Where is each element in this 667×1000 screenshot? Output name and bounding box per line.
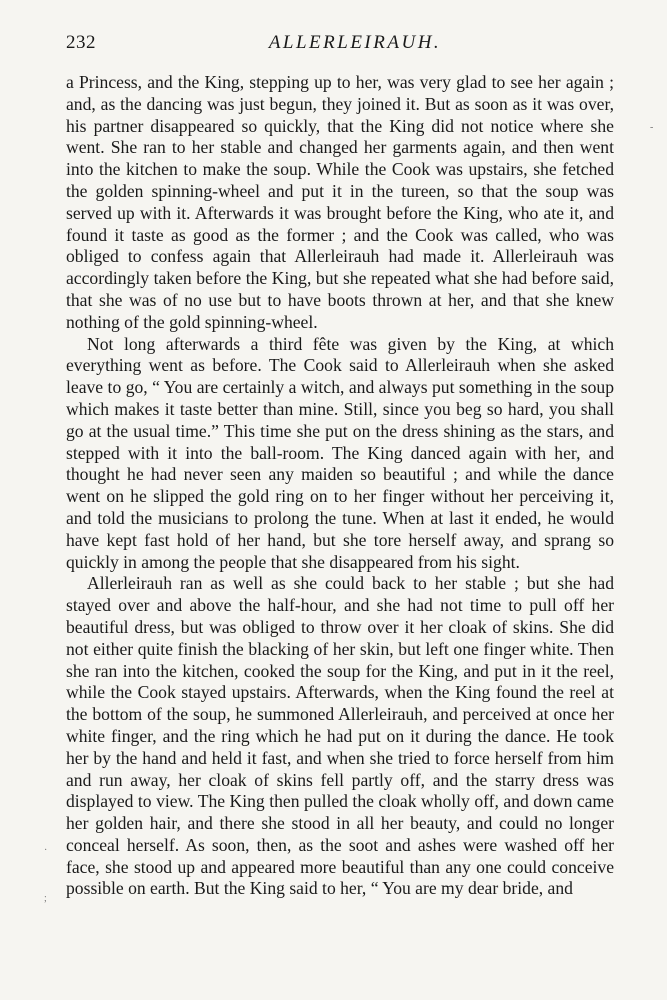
margin-speck: ‐	[650, 122, 654, 133]
margin-speck: ;	[44, 893, 47, 904]
page-header	[66, 32, 614, 58]
paragraph-2: Not long afterwards a third fête was given by the King, at which everything went as before. The Cook said to Allerleirauh when she asked leave to go, “ You are certainly a witch, and always put something in the soup which makes it taste better than mine. Still, since you beg so hard, you shall go at the usual time.” This time she put on the dress shining as the stars, and stepped with it into the ball-room. The King danced again with her, and thought he had never seen any maiden so beautiful ; and while the dance went on he slipped the gold ring on to her finger without her perceiving it, and told the musicians to prolong the tune. When at last it ended, he would have kept fast hold of her hand, but she tore herself away, and sprang so quickly in among the people that she disappeared from his sight.	[66, 333, 614, 572]
page-number: 232	[66, 32, 96, 53]
paragraph-3: Allerleirauh ran as well as she could back to her stable ; but she had stayed over and above the half-hour, and she had not time to pull off her beautiful dress, but was obliged to throw over it her cloak of skins. She did not either quite finish the blacking of her skin, but left one finger white. Then she ran into the kitchen, cooked the soup for the King, and put in it the reel, while the Cook stayed upstairs. Afterwards, when the King found the reel at the bottom of the soup, he summoned Allerleirauh, and perceived at once her white finger, and the ring which he had put on it during the dance. He took her by the hand and held it fast, and when she tried to force herself from him and run away, her cloak of skins fell partly off, and the starry dress was displayed to view. The King then pulled the cloak wholly off, and down came her golden hair, and there she stood in all her beauty, and could no longer conceal herself. As soon, then, as the soot and ashes were washed off her face, she stood up and appeared more beautiful than any one could conceive possible on earth. But the King said to her, “ You are my dear bride, and	[66, 573, 614, 899]
running-title: ALLERLEIRAUH.	[268, 32, 442, 53]
body-text	[66, 72, 614, 900]
margin-speck: ·	[44, 845, 48, 856]
paragraph-1: a Princess, and the King, stepping up to her, was very glad to see her again ; and, as the dancing was just begun, they joined it. But as soon as it was over, his partner disappeared so quickly, that the King did not notice where she went. She ran to her stable and changed her garments again, and then went into the kitchen to make the soup. While the Cook was upstairs, she fetched the golden spinning-wheel and put it in the tureen, so that the soup was served up with it. Afterwards it was brought before the King, who ate it, and found it taste as good as the former ; and the Cook was called, who was obliged to confess again that Allerleirauh had made it. Allerleirauh was accordingly taken before the King, but she repeated what she had before said, that she was of no use but to have boots thrown at her, and that she knew nothing of the gold spinning-wheel.	[66, 72, 614, 332]
